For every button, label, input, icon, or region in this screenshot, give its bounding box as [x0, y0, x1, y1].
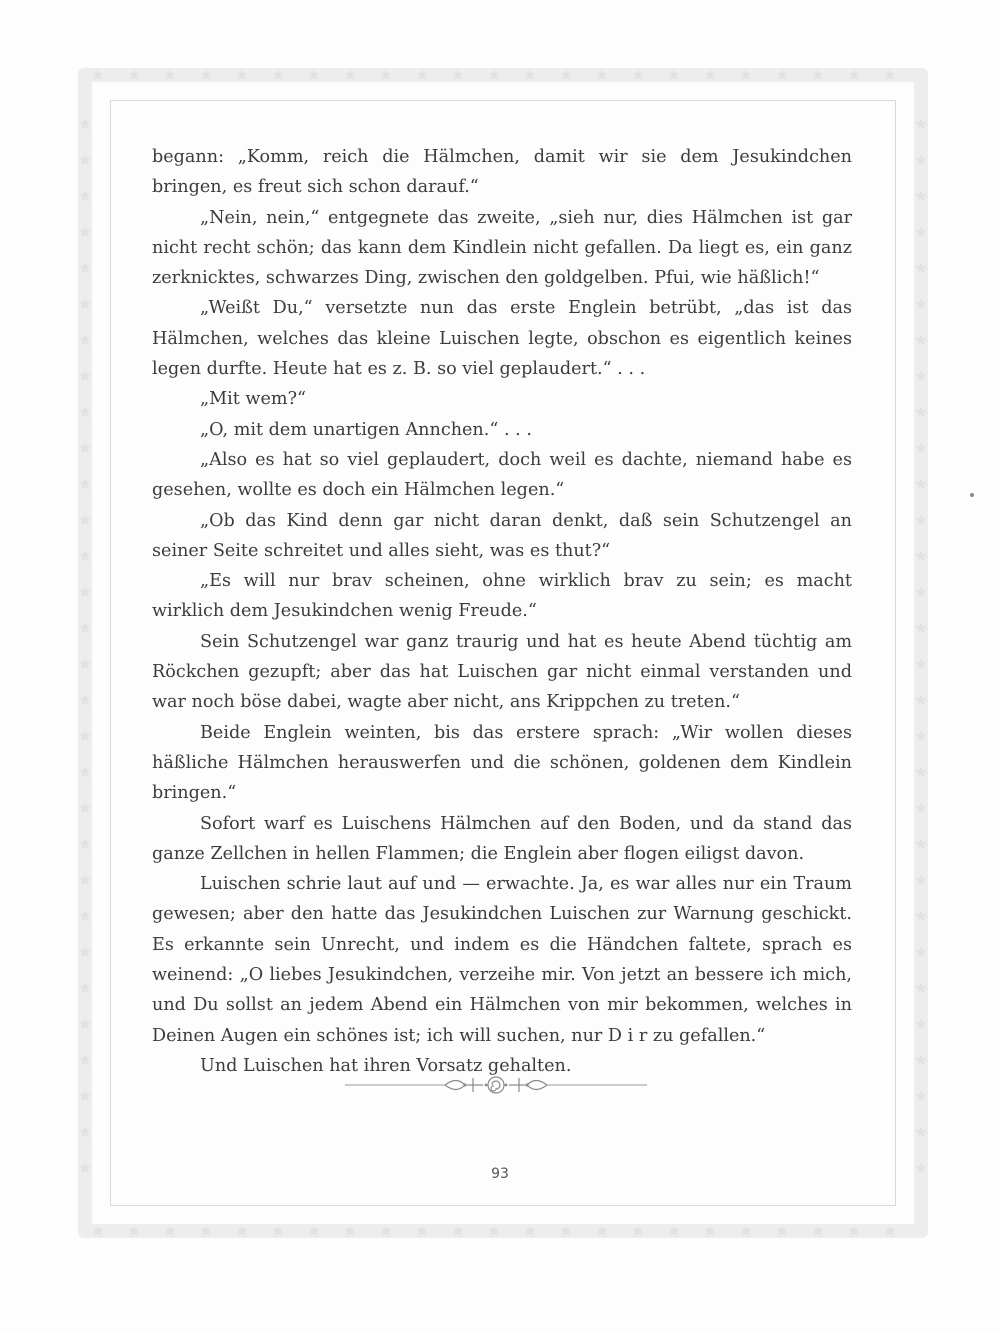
paragraph: „Nein, nein,“ entgegnete das zweite, „sieh nur, dies Hälmchen ist gar nicht recht schön; das kann dem Kindlein nicht gefallen. Da liegt es, ein ganz zerknicktes, schwarzes Ding, zwischen den goldgelben. Pfui, wie häßlich!“ [152, 207, 852, 289]
page-number: 93 [491, 1166, 509, 1182]
paragraph: „Mit wem?“ [200, 389, 307, 410]
paragraph: „Ob das Kind denn gar nicht daran denkt, daß sein Schutzengel an seiner Seite schreitet und alles sieht, was es thut?“ [152, 510, 852, 561]
paragraph: Luischen schrie laut auf und — erwachte. Ja, es war alles nur ein Traum gewesen; aber den hatte das Jesukindchen Luischen zur Warnung geschickt. Es erkannte sein Unrecht, und indem es die Händchen faltete, sprach es weinend: „O liebes Jesukindchen, verzeihe mir. Von jetzt an bessere ich mich, und Du sollst an jedem Abend ein Hälmchen von mir bekommen, welches in Deinen Augen ein schönes ist; ich will suchen, nur D i r zu gefallen.“ [152, 874, 852, 1046]
paragraph: „Es will nur brav scheinen, ohne wirklich brav zu sein; es macht wirklich dem Jesukindchen wenig Freude.“ [152, 571, 852, 622]
floral-divider-icon [345, 1072, 647, 1098]
paragraph: Beide Englein weinten, bis das erstere sprach: „Wir wollen dieses häßliche Hälmchen herauswerfen und die schönen, goldenen dem Kindlein bringen.“ [152, 722, 852, 804]
story-text [152, 142, 852, 1081]
paragraph: Sofort warf es Luischens Hälmchen auf den Boden, und da stand das ganze Zellchen in hellen Flammen; die Englein aber flogen eiligst davon. [152, 813, 852, 864]
paragraph: „Also es hat so viel geplaudert, doch weil es dachte, niemand habe es gesehen, wollte es doch ein Hälmchen legen.“ [152, 449, 852, 501]
paragraph: „O, mit dem unartigen Annchen.“ . . . [200, 419, 532, 440]
paper-speck [970, 493, 974, 497]
paragraph: „Weißt Du,“ versetzte nun das erste Englein betrübt, „das ist das Hälmchen, welches das kleine Luischen legte, obschon es eigentlich keines legen durfte. Heute hat es z. B. so viel geplaudert.“ . . . [152, 298, 852, 380]
paragraph: Und Luischen hat ihren Vorsatz gehalten. [200, 1055, 572, 1076]
paragraph: Sein Schutzengel war ganz traurig und hat es heute Abend tüchtig am Röckchen gezupft; aber das hat Luischen gar nicht einmal verstanden und war noch böse dabei, wagte aber nicht, ans Krippchen zu treten.“ [152, 631, 852, 713]
paragraph: begann: „Komm, reich die Hälmchen, damit wir sie dem Jesukindchen bringen, es freut sich schon darauf.“ [152, 147, 852, 198]
